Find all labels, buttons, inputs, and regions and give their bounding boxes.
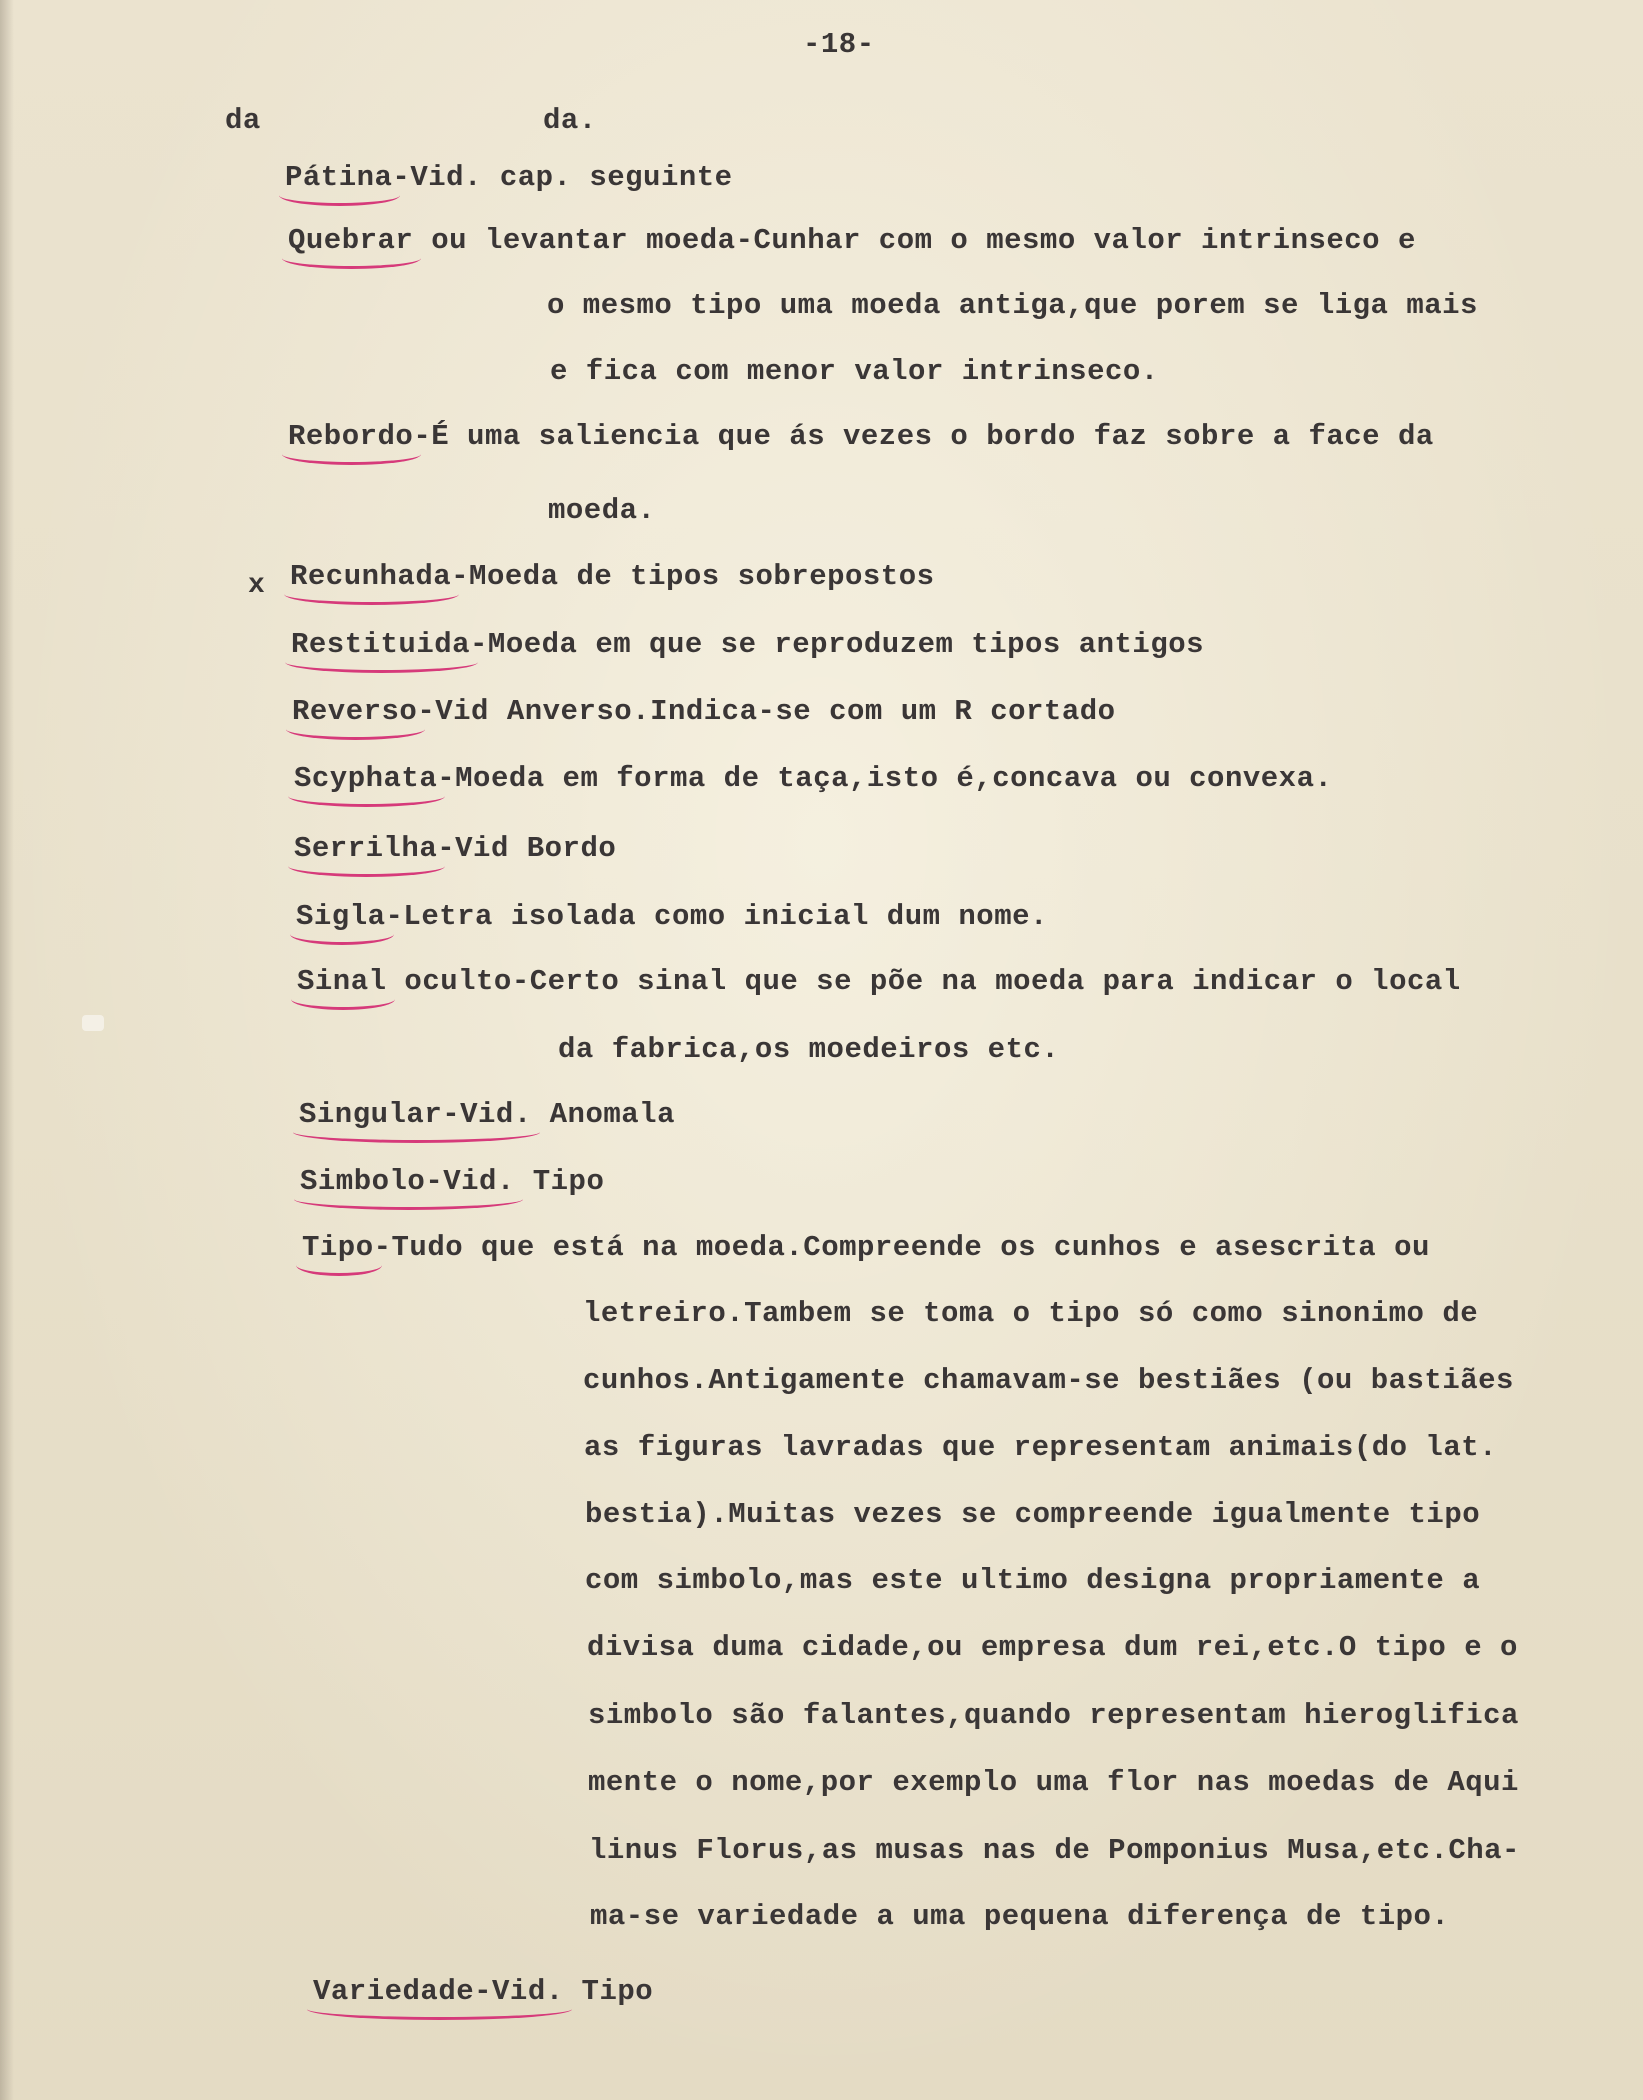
- entry-quebrar-line: o mesmo tipo uma moeda antiga,que porem se liga mais: [547, 289, 1478, 322]
- entry-singular: Singular-Vid. Anomala: [299, 1100, 675, 1129]
- entry-term: Simbolo-Vid.: [300, 1167, 515, 1196]
- underline-mark: [279, 193, 400, 206]
- page-edge-shadow: [0, 0, 14, 2100]
- entry-term: Sigla: [296, 902, 386, 931]
- underline-mark: [285, 660, 478, 673]
- entry-reverso: Reverso -Vid Anverso.Indica-se com um R cortado: [292, 697, 1116, 726]
- entry-term: Sinal: [297, 967, 387, 996]
- entry-term: Pátina: [285, 163, 392, 192]
- underline-mark: [288, 794, 445, 807]
- entry-variedade: Variedade-Vid. Tipo: [313, 1977, 653, 2006]
- underline-mark: [291, 997, 395, 1010]
- entry-term: Quebrar: [288, 226, 413, 255]
- entry-tipo-line: mente o nome,por exemplo uma flor nas moedas de Aqui: [588, 1766, 1519, 1799]
- entry-sinal: Sinal oculto-Certo sinal que se põe na moeda para indicar o local: [297, 967, 1461, 996]
- entry-tipo-line: ma-se variedade a uma pequena diferença de tipo.: [590, 1900, 1450, 1933]
- underline-mark: [282, 256, 421, 269]
- entry-tipo-line: bestia).Muitas vezes se compreende igualmente tipo: [585, 1498, 1481, 1531]
- entry-sigla: Sigla -Letra isolada como inicial dum nome.: [296, 902, 1048, 931]
- entry-restituida: Restituida -Moeda em que se reproduzem tipos antigos: [291, 630, 1204, 659]
- entry-term: Serrilha: [294, 834, 437, 863]
- entry-serrilha: Serrilha -Vid Bordo: [294, 834, 616, 863]
- entry-term: Reverso: [292, 697, 417, 726]
- entry-rebordo: Rebordo -É uma saliencia que ás vezes o bordo faz sobre a face da: [288, 422, 1434, 451]
- header-fragment-left: da: [225, 104, 261, 137]
- underline-mark: [286, 727, 425, 740]
- entry-term: Rebordo: [288, 422, 413, 451]
- entry-rebordo-line: moeda.: [548, 494, 656, 527]
- entry-tipo-line: cunhos.Antigamente chamavam-se bestiães (ou bastiães: [583, 1364, 1514, 1397]
- entry-tipo-line: simbolo são falantes,quando representam hieroglifica: [588, 1699, 1519, 1732]
- underline-mark: [288, 864, 445, 877]
- entry-sinal-line: da fabrica,os moedeiros etc.: [558, 1033, 1060, 1066]
- entry-term: Variedade-Vid.: [313, 1977, 564, 2006]
- entry-quebrar-line: e fica com menor valor intrinseco.: [550, 355, 1159, 388]
- entry-term: Scyphata: [294, 764, 437, 793]
- underline-mark: [290, 932, 394, 945]
- entry-term: Recunhada: [290, 562, 451, 591]
- entry-scyphata: Scyphata -Moeda em forma de taça,isto é,concava ou convexa.: [294, 764, 1332, 793]
- underline-mark: [294, 1197, 523, 1210]
- entry-patina: Pátina -Vid. cap. seguinte: [285, 163, 733, 192]
- paper-speck: [82, 1015, 104, 1031]
- entry-tipo-line: com simbolo,mas este ultimo designa propriamente a: [585, 1564, 1481, 1597]
- underline-mark: [307, 2007, 572, 2020]
- margin-x-mark: x: [248, 570, 265, 601]
- entry-simbolo: Simbolo-Vid. Tipo: [300, 1167, 604, 1196]
- entry-term: Restituida: [291, 630, 470, 659]
- entry-quebrar: Quebrar ou levantar moeda-Cunhar com o mesmo valor intrinseco e: [288, 226, 1416, 255]
- underline-mark: [282, 452, 421, 465]
- page-number: -18-: [803, 28, 875, 61]
- underline-mark: [284, 592, 459, 605]
- underline-mark: [296, 1263, 382, 1276]
- header-fragment-right: da.: [543, 104, 597, 137]
- entry-tipo-line: letreiro.Tambem se toma o tipo só como sinonimo de: [583, 1297, 1479, 1330]
- entry-recunhada: Recunhada -Moeda de tipos sobrepostos: [290, 562, 935, 591]
- entry-term: Tipo: [302, 1233, 374, 1262]
- entry-tipo-line: as figuras lavradas que representam animais(do lat.: [584, 1431, 1498, 1464]
- entry-tipo-line: linus Florus,as musas nas de Pomponius Musa,etc.Cha-: [589, 1834, 1520, 1867]
- entry-term: Singular-Vid.: [299, 1100, 532, 1129]
- underline-mark: [293, 1130, 540, 1143]
- entry-tipo-line: divisa duma cidade,ou empresa dum rei,etc.O tipo e o: [587, 1631, 1518, 1664]
- entry-tipo: Tipo -Tudo que está na moeda.Compreende os cunhos e asescrita ou: [302, 1233, 1430, 1262]
